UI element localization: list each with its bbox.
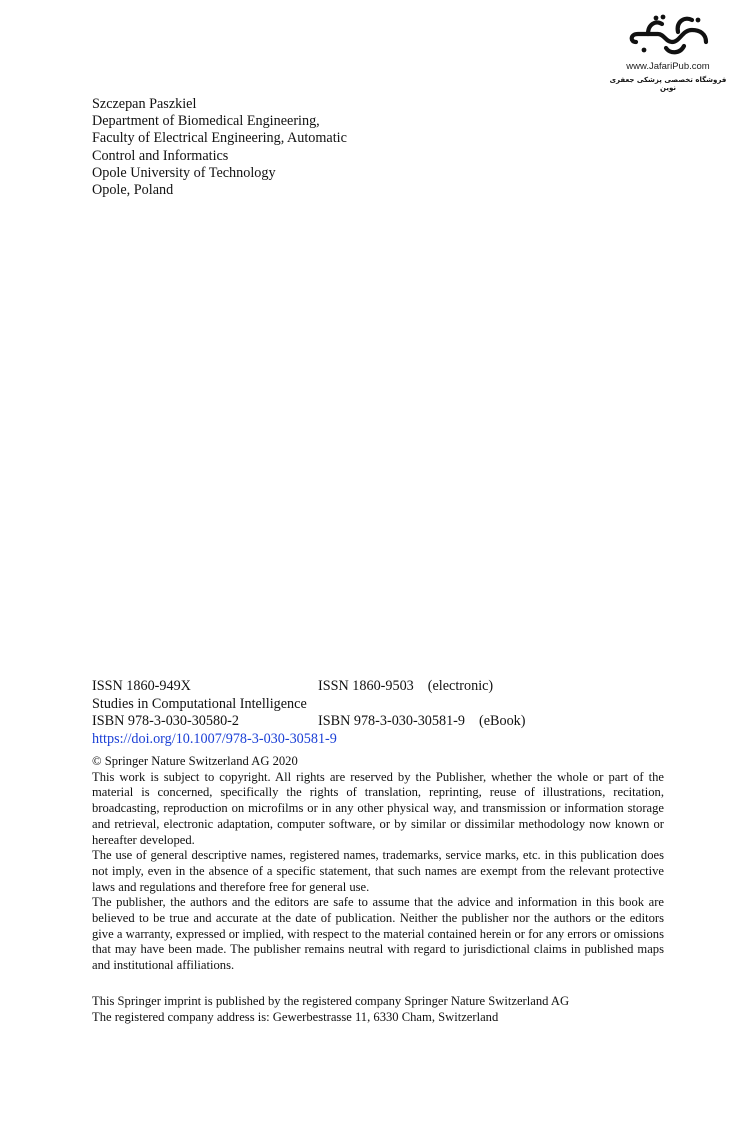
issn-electronic-note: (electronic) bbox=[427, 678, 494, 694]
author-department: Department of Biomedical Engineering, bbox=[92, 113, 320, 130]
author-name: Szczepan Paszkiel bbox=[92, 96, 197, 112]
series-row bbox=[92, 696, 337, 714]
isbn-ebook-group bbox=[318, 713, 526, 731]
author-university: Opole University of Technology bbox=[92, 164, 276, 181]
imprint-info bbox=[92, 993, 569, 1025]
imprint-publisher-line: This Springer imprint is published by the registered company Springer Nature Switzerland AG bbox=[92, 994, 570, 1008]
issn-row bbox=[92, 678, 494, 696]
author-location: Opole, Poland bbox=[92, 182, 174, 199]
isbn-ebook-note: (eBook) bbox=[479, 713, 526, 729]
doi-row bbox=[92, 731, 337, 749]
isbn-print: ISBN 978-3-030-30580-2 bbox=[92, 713, 239, 729]
imprint-address-line: The registered company address is: Gewerbestrasse 11, 6330 Cham, Switzerland bbox=[92, 1010, 499, 1024]
series-title: Studies in Computational Intelligence bbox=[92, 695, 307, 712]
watermark-url: www.JafariPub.com bbox=[626, 61, 710, 72]
issn-electronic-group bbox=[318, 678, 493, 696]
copyright-paragraph-rights: This work is subject to copyright. All rights are reserved by the Publisher, whether the whole or part of the material is concerned, specifically the rights of translation, reprinting, reuse of illustrations, recitation, broadcasting, reproduction on microfilms or in any other physical way, and transmission or information storage and retrieval, electronic adaptation, computer software, or by similar or dissimilar methodology now known or hereafter developed. bbox=[92, 769, 664, 847]
isbn-row bbox=[92, 713, 526, 731]
issn-print: ISSN 1860-949X bbox=[92, 678, 191, 694]
copyright-paragraph-names: The use of general descriptive names, registered names, trademarks, service marks, etc. in this publication does not imply, even in the absence of a specific statement, that such names are exempt from the relevant protective laws and regulations and therefore free for general use. bbox=[92, 848, 664, 894]
watermark-shop-name: فروشگاه تخصصی پزشکی جعفری نوین bbox=[609, 76, 727, 92]
isbn-ebook: ISBN 978-3-030-30581-9 bbox=[318, 713, 465, 729]
issn-electronic: ISSN 1860-9503 bbox=[318, 678, 414, 694]
copyright-paragraph-disclaimer: The publisher, the authors and the editors are safe to assume that the advice and information in this book are believed to be true and accurate at the date of publication. Neither the publisher nor the authors or the editors give a warranty, expressed or implied, with respect to the material contained herein or for any errors or omissions that may have been made. The publisher remains neutral with regard to jurisdictional claims in published maps and institutional affiliations. bbox=[92, 895, 664, 973]
author-faculty-line1: Faculty of Electrical Engineering, Automatic bbox=[92, 130, 347, 147]
author-faculty-line2: Control and Informatics bbox=[92, 147, 229, 164]
doi-link[interactable]: https://doi.org/10.1007/978-3-030-30581-9 bbox=[92, 730, 337, 747]
copyright-notice bbox=[92, 754, 664, 974]
copyright-line: © Springer Nature Switzerland AG 2020 bbox=[92, 754, 298, 768]
bibliographic-info bbox=[92, 678, 526, 748]
jafaripub-logo-icon bbox=[626, 12, 712, 58]
publisher-watermark-logo bbox=[604, 12, 732, 92]
author-address-block bbox=[92, 96, 347, 199]
